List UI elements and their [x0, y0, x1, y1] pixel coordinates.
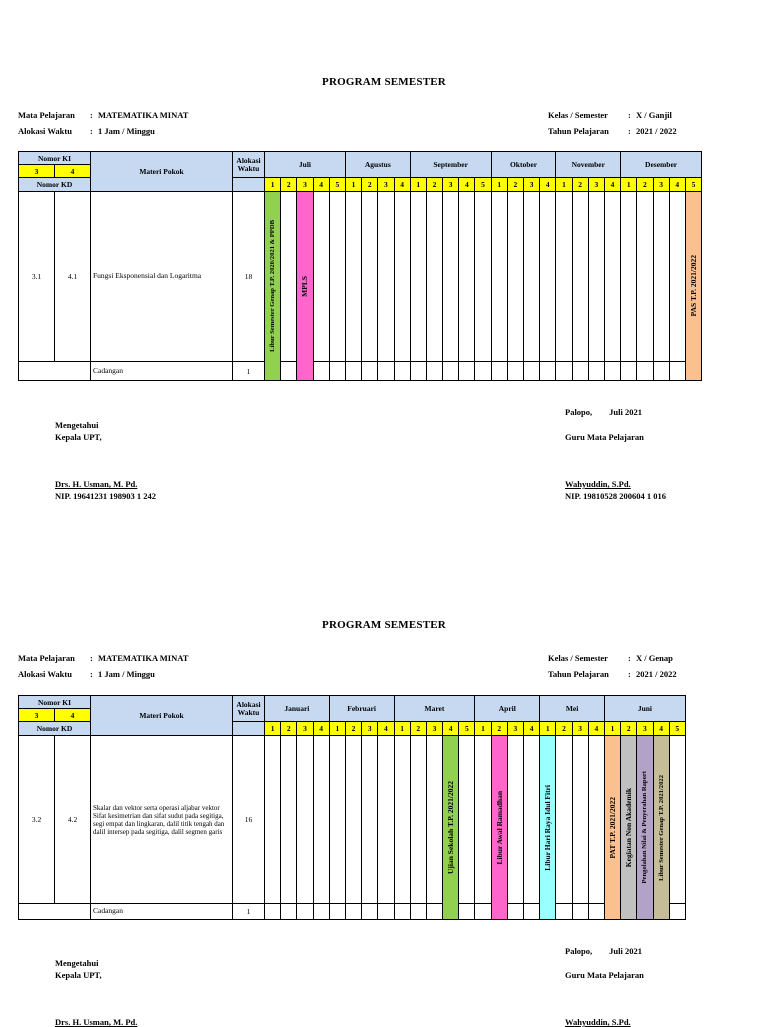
colon: :: [628, 126, 631, 136]
week-number-cell: 3: [524, 178, 540, 192]
week-number-cell: 4: [604, 178, 620, 192]
calendar-event-cell: [491, 736, 507, 920]
calendar-week-cell: [556, 904, 572, 920]
calendar-week-cell: [426, 736, 442, 904]
calendar-week-cell: [394, 904, 410, 920]
calendar-week-cell: [329, 904, 345, 920]
week-number-cell: 1: [604, 722, 620, 736]
calendar-week-cell: [475, 904, 491, 920]
calendar-event-cell: [653, 736, 669, 920]
calendar-week-cell: [281, 192, 297, 362]
calendar-week-cell: [556, 362, 572, 381]
class-label: Kelas / Semester: [548, 653, 608, 663]
calendar-week-cell: [588, 362, 604, 381]
time-allocation-line: [18, 126, 155, 136]
calendar-week-cell: [313, 362, 329, 381]
class-value: X / Genap: [636, 653, 673, 663]
month-header: Mei: [540, 696, 605, 722]
calendar-event-cell: [637, 736, 653, 920]
cadangan-blank: [19, 362, 91, 381]
calendar-week-cell: [637, 362, 653, 381]
calendar-week-cell: [345, 904, 361, 920]
week-number-cell: 3: [378, 178, 394, 192]
ki-3-cell: 3: [19, 709, 55, 722]
guru-label: Guru Mata Pelajaran: [565, 970, 644, 980]
mengetahui-label: Mengetahui: [55, 958, 99, 968]
calendar-week-cell: [588, 904, 604, 920]
calendar-week-cell: [362, 736, 378, 904]
calendar-week-cell: [410, 736, 426, 904]
calendar-week-cell: [313, 192, 329, 362]
calendar-week-cell: [604, 362, 620, 381]
calendar-event-cell: [685, 192, 701, 381]
calendar-week-cell: [621, 362, 637, 381]
calendar-event-label: Ujian Sekolah T.P. 2021/2022: [446, 780, 456, 874]
place-date: Palopo, Juli 2021: [565, 946, 642, 956]
calendar-week-cell: [281, 736, 297, 904]
week-number-cell: 4: [524, 722, 540, 736]
calendar-week-cell: [329, 362, 345, 381]
alokasi-cell: 18: [233, 192, 265, 362]
calendar-week-cell: [540, 362, 556, 381]
calendar-week-cell: [669, 362, 685, 381]
time-allocation-value: 1 Jam / Minggu: [98, 126, 155, 136]
month-header: April: [475, 696, 540, 722]
calendar-week-cell: [524, 192, 540, 362]
week-number-cell: 2: [507, 178, 523, 192]
calendar-week-cell: [459, 904, 475, 920]
calendar-week-cell: [669, 192, 685, 362]
year-line: [548, 126, 677, 136]
week-number-cell: 1: [265, 722, 281, 736]
calendar-week-cell: [459, 736, 475, 904]
time-allocation-value: 1 Jam / Minggu: [98, 669, 155, 679]
calendar-week-cell: [426, 362, 442, 381]
ki-4-cell: 4: [55, 165, 91, 178]
subject-line: [18, 653, 188, 663]
subject-value: MATEMATIKA MINAT: [98, 653, 189, 663]
week-number-cell: 1: [491, 178, 507, 192]
week-number-cell: 2: [426, 178, 442, 192]
place-date: Palopo, Juli 2021: [565, 407, 642, 417]
calendar-event-cell: [604, 736, 620, 920]
subject-label: Mata Pelajaran: [18, 653, 75, 663]
calendar-event-cell: [297, 192, 313, 381]
week-number-cell: 3: [426, 722, 442, 736]
week-number-cell: 3: [297, 722, 313, 736]
calendar-week-cell: [281, 904, 297, 920]
calendar-week-cell: [394, 736, 410, 904]
colon: :: [628, 110, 631, 120]
week-number-cell: 5: [329, 178, 345, 192]
kepala-label: Kepala UPT,: [55, 970, 102, 980]
program-table: [18, 695, 686, 920]
page-title: PROGRAM SEMESTER: [322, 619, 446, 631]
week-number-cell: 1: [475, 722, 491, 736]
calendar-event-label: PAS T.P. 2021/2022: [688, 255, 698, 317]
calendar-week-cell: [588, 736, 604, 904]
calendar-week-cell: [524, 362, 540, 381]
calendar-event-label: PAT T.P. 2021/2022: [608, 796, 618, 859]
week-number-cell: 4: [669, 178, 685, 192]
week-number-cell: 5: [669, 722, 685, 736]
week-number-cell: 2: [637, 178, 653, 192]
calendar-week-cell: [329, 736, 345, 904]
calendar-week-cell: [572, 736, 588, 904]
week-number-cell: 4: [588, 722, 604, 736]
calendar-week-cell: [540, 192, 556, 362]
year-label: Tahun Pelajaran: [548, 126, 609, 136]
cadangan-value: 1: [233, 904, 265, 920]
calendar-event-label: Libur Semester Genap T.P. 2021/2022: [657, 774, 665, 881]
month-header: Februari: [329, 696, 394, 722]
calendar-week-cell: [362, 904, 378, 920]
week-number-cell: 2: [572, 178, 588, 192]
calendar-week-cell: [394, 192, 410, 362]
calendar-week-cell: [265, 736, 281, 904]
materi-cell: Skalar dan vektor serta operasi aljabar vektor Sifat kesimetrian dan sifat sudut pada segitiga, segi empat dan lingkaran, dalil titik tengah dan dalil intersep pada segitiga, dalil segmen garis: [91, 736, 233, 904]
week-number-cell: 2: [556, 722, 572, 736]
nomor-ki-header: Nomor KI: [19, 696, 91, 709]
week-number-cell: 3: [637, 722, 653, 736]
calendar-week-cell: [297, 736, 313, 904]
calendar-week-cell: [556, 736, 572, 904]
month-header: Januari: [265, 696, 330, 722]
calendar-week-cell: [426, 192, 442, 362]
week-number-cell: 2: [410, 722, 426, 736]
cadangan-label: Cadangan: [91, 904, 233, 920]
subject-line: [18, 110, 188, 120]
calendar-week-cell: [572, 192, 588, 362]
month-header: Maret: [394, 696, 475, 722]
kd-3-cell: 3.2: [19, 736, 55, 904]
page-title: PROGRAM SEMESTER: [322, 76, 446, 88]
materi-pokok-header: Materi Pokok: [91, 696, 233, 736]
alokasi-blank: [233, 722, 265, 736]
teacher-name: Wahyuddin, S.Pd.: [565, 1017, 631, 1027]
year-value: 2021 / 2022: [636, 669, 677, 679]
month-header: Agustus: [345, 152, 410, 178]
calendar-event-cell: [621, 736, 637, 920]
week-number-cell: 4: [313, 722, 329, 736]
calendar-week-cell: [378, 736, 394, 904]
week-number-cell: 4: [394, 178, 410, 192]
calendar-week-cell: [669, 736, 685, 904]
week-number-cell: 3: [572, 722, 588, 736]
week-number-cell: 2: [281, 722, 297, 736]
calendar-event-label: Kegiatan Non Akademik: [624, 787, 634, 868]
calendar-event-label: MPLS: [300, 275, 310, 297]
kd-4-cell: 4.1: [55, 192, 91, 362]
ki-4-cell: 4: [55, 709, 91, 722]
calendar-week-cell: [443, 192, 459, 362]
calendar-week-cell: [572, 362, 588, 381]
materi-cell: Fungsi Eksponensial dan Logaritma: [91, 192, 233, 362]
week-number-cell: 3: [362, 722, 378, 736]
year-value: 2021 / 2022: [636, 126, 677, 136]
week-number-cell: 3: [297, 178, 313, 192]
week-number-cell: 2: [621, 722, 637, 736]
week-number-cell: 4: [313, 178, 329, 192]
calendar-week-cell: [459, 192, 475, 362]
week-number-cell: 1: [556, 178, 572, 192]
calendar-event-cell: [265, 192, 281, 381]
calendar-week-cell: [410, 362, 426, 381]
class-value: X / Ganjil: [636, 110, 672, 120]
calendar-week-cell: [475, 192, 491, 362]
calendar-week-cell: [362, 192, 378, 362]
calendar-week-cell: [410, 904, 426, 920]
alokasi-waktu-header: Alokasi Waktu: [233, 696, 265, 722]
mengetahui-label: Mengetahui: [55, 420, 99, 430]
colon: :: [628, 653, 631, 663]
colon: :: [90, 126, 93, 136]
cadangan-label: Cadangan: [91, 362, 233, 381]
week-number-cell: 4: [459, 178, 475, 192]
week-number-cell: 3: [507, 722, 523, 736]
calendar-week-cell: [265, 904, 281, 920]
calendar-week-cell: [329, 192, 345, 362]
calendar-week-cell: [507, 736, 523, 904]
month-header: November: [556, 152, 621, 178]
calendar-event-cell: [443, 736, 459, 920]
calendar-week-cell: [491, 192, 507, 362]
kepala-label: Kepala UPT,: [55, 432, 102, 442]
class-label: Kelas / Semester: [548, 110, 608, 120]
calendar-week-cell: [653, 192, 669, 362]
cadangan-value: 1: [233, 362, 265, 381]
week-number-cell: 4: [443, 722, 459, 736]
year-label: Tahun Pelajaran: [548, 669, 609, 679]
calendar-week-cell: [604, 192, 620, 362]
calendar-week-cell: [475, 736, 491, 904]
week-number-cell: 1: [345, 178, 361, 192]
calendar-week-cell: [378, 362, 394, 381]
calendar-week-cell: [588, 192, 604, 362]
time-allocation-line: [18, 669, 155, 679]
week-number-cell: 5: [685, 178, 701, 192]
calendar-week-cell: [637, 192, 653, 362]
week-number-cell: 4: [653, 722, 669, 736]
week-number-cell: 1: [410, 178, 426, 192]
calendar-week-cell: [669, 904, 685, 920]
week-number-cell: 4: [378, 722, 394, 736]
calendar-week-cell: [459, 362, 475, 381]
head-nip: NIP. 19641231 198903 1 242: [55, 491, 156, 501]
alokasi-cell: 16: [233, 736, 265, 904]
colon: :: [628, 669, 631, 679]
calendar-week-cell: [524, 904, 540, 920]
week-number-cell: 5: [459, 722, 475, 736]
week-number-cell: 1: [265, 178, 281, 192]
calendar-week-cell: [378, 192, 394, 362]
ki-3-cell: 3: [19, 165, 55, 178]
calendar-event-label: Libur Semester Genap T.P. 2020/2021 & PPDB: [269, 220, 277, 352]
calendar-week-cell: [378, 904, 394, 920]
calendar-week-cell: [281, 362, 297, 381]
time-allocation-label: Alokasi Waktu: [18, 126, 72, 136]
head-name: Drs. H. Usman, M. Pd.: [55, 1017, 138, 1027]
month-header: Oktober: [491, 152, 556, 178]
calendar-event-label: Libur Awal Ramadhan: [494, 790, 504, 865]
week-number-cell: 2: [345, 722, 361, 736]
calendar-week-cell: [313, 904, 329, 920]
calendar-week-cell: [621, 192, 637, 362]
week-number-cell: 2: [362, 178, 378, 192]
calendar-week-cell: [426, 904, 442, 920]
class-line: [548, 653, 673, 663]
nomor-kd-header: Nomor KD: [19, 722, 91, 736]
week-number-cell: 3: [588, 178, 604, 192]
calendar-week-cell: [345, 192, 361, 362]
colon: :: [90, 669, 93, 679]
calendar-week-cell: [475, 362, 491, 381]
week-number-cell: 1: [540, 722, 556, 736]
calendar-week-cell: [443, 362, 459, 381]
calendar-week-cell: [653, 362, 669, 381]
calendar-event-cell: [540, 736, 556, 920]
kd-3-cell: 3.1: [19, 192, 55, 362]
week-number-cell: 5: [475, 178, 491, 192]
calendar-week-cell: [524, 736, 540, 904]
calendar-week-cell: [394, 362, 410, 381]
month-header: Juni: [604, 696, 685, 722]
time-allocation-label: Alokasi Waktu: [18, 669, 72, 679]
calendar-week-cell: [362, 362, 378, 381]
head-name: Drs. H. Usman, M. Pd.: [55, 479, 138, 489]
kd-4-cell: 4.2: [55, 736, 91, 904]
cadangan-blank: [19, 904, 91, 920]
calendar-week-cell: [313, 736, 329, 904]
week-number-cell: 4: [540, 178, 556, 192]
subject-value: MATEMATIKA MINAT: [98, 110, 189, 120]
class-line: [548, 110, 672, 120]
program-table: [18, 151, 702, 381]
week-number-cell: 3: [443, 178, 459, 192]
month-header: September: [410, 152, 491, 178]
week-number-cell: 2: [491, 722, 507, 736]
week-number-cell: 1: [394, 722, 410, 736]
calendar-week-cell: [345, 362, 361, 381]
month-header: Juli: [265, 152, 346, 178]
teacher-nip: NIP. 19810528 200604 1 016: [565, 491, 666, 501]
year-line: [548, 669, 677, 679]
subject-label: Mata Pelajaran: [18, 110, 75, 120]
week-number-cell: 3: [653, 178, 669, 192]
materi-pokok-header: Materi Pokok: [91, 152, 233, 192]
calendar-week-cell: [491, 362, 507, 381]
calendar-week-cell: [507, 904, 523, 920]
calendar-week-cell: [507, 192, 523, 362]
nomor-kd-header: Nomor KD: [19, 178, 91, 192]
month-header: Desember: [621, 152, 702, 178]
week-number-cell: 1: [329, 722, 345, 736]
calendar-event-label: Libur Hari Raya Idul Fitri: [543, 784, 553, 871]
calendar-week-cell: [410, 192, 426, 362]
calendar-week-cell: [572, 904, 588, 920]
alokasi-blank: [233, 178, 265, 192]
alokasi-waktu-header: Alokasi Waktu: [233, 152, 265, 178]
guru-label: Guru Mata Pelajaran: [565, 432, 644, 442]
calendar-week-cell: [345, 736, 361, 904]
calendar-event-label: Pengolahan Nilai & Penyerahan Raport: [641, 771, 649, 884]
week-number-cell: 1: [621, 178, 637, 192]
week-number-cell: 2: [281, 178, 297, 192]
calendar-week-cell: [507, 362, 523, 381]
colon: :: [90, 653, 93, 663]
calendar-week-cell: [556, 192, 572, 362]
nomor-ki-header: Nomor KI: [19, 152, 91, 165]
calendar-week-cell: [297, 904, 313, 920]
teacher-name: Wahyuddin, S.Pd.: [565, 479, 631, 489]
colon: :: [90, 110, 93, 120]
